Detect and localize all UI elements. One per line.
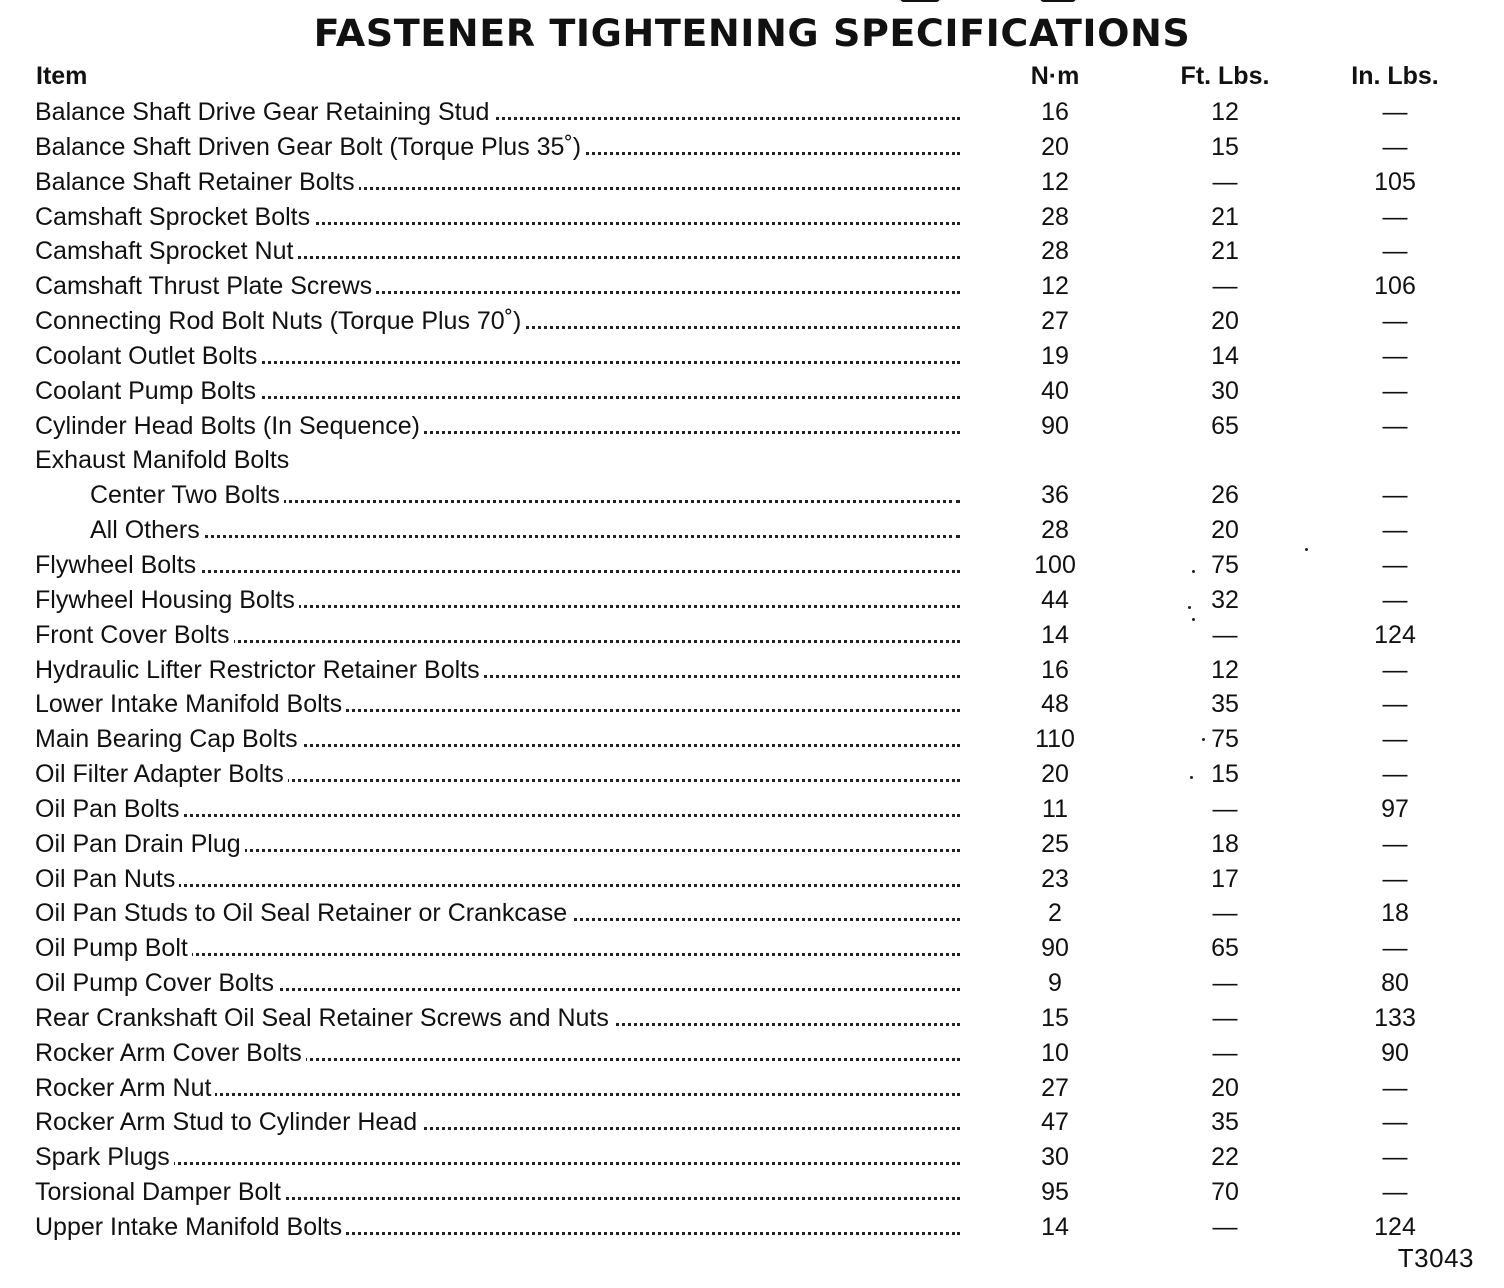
in-lbs-value: — bbox=[1382, 725, 1408, 754]
table-row bbox=[0, 1001, 1504, 1036]
table-row bbox=[0, 513, 1504, 548]
in-lbs-value: — bbox=[1382, 585, 1408, 614]
ft-lbs-value: 32 bbox=[1211, 585, 1239, 614]
in-lbs-value: 124 bbox=[1374, 1213, 1416, 1241]
table-row bbox=[0, 165, 1504, 200]
in-lbs-value: 97 bbox=[1381, 794, 1409, 823]
print-speck bbox=[1190, 776, 1193, 779]
ft-lbs-value: 20 bbox=[1211, 1073, 1239, 1102]
ft-lbs-value: 20 bbox=[1211, 307, 1239, 336]
column-header-ft-lbs: Ft. Lbs. bbox=[1180, 62, 1270, 90]
item-cell bbox=[35, 1036, 960, 1070]
nm-value: 9 bbox=[1048, 969, 1062, 998]
item-label: Rocker Arm Stud to Cylinder Head bbox=[35, 1108, 421, 1136]
item-cell bbox=[35, 896, 960, 930]
ft-lbs-value: 20 bbox=[1211, 516, 1239, 545]
item-label: Torsional Damper Bolt bbox=[35, 1178, 285, 1206]
table-row bbox=[0, 792, 1504, 827]
item-cell bbox=[90, 513, 960, 547]
table-row bbox=[0, 1036, 1504, 1071]
table-row bbox=[0, 827, 1504, 862]
nm-value: 110 bbox=[1035, 725, 1075, 754]
table-row bbox=[0, 548, 1504, 583]
in-lbs-value: — bbox=[1382, 1178, 1408, 1207]
table-row bbox=[0, 583, 1504, 618]
item-cell bbox=[35, 757, 960, 791]
table-row bbox=[0, 896, 1504, 931]
in-lbs-value: — bbox=[1382, 690, 1408, 719]
table-row bbox=[0, 618, 1504, 653]
table-row bbox=[0, 130, 1504, 165]
nm-value: 19 bbox=[1041, 341, 1069, 370]
cropped-heading-fragment bbox=[880, 0, 1100, 4]
item-cell bbox=[35, 966, 960, 1000]
item-label: Exhaust Manifold Bolts bbox=[35, 446, 293, 474]
item-cell bbox=[35, 1105, 960, 1139]
page-title: FASTENER TIGHTENING SPECIFICATIONS bbox=[313, 12, 1191, 55]
table-row bbox=[0, 966, 1504, 1001]
in-lbs-value: — bbox=[1382, 516, 1408, 545]
nm-value: 20 bbox=[1041, 760, 1069, 789]
item-cell bbox=[35, 165, 960, 199]
in-lbs-value: — bbox=[1382, 1108, 1408, 1137]
nm-value: 48 bbox=[1041, 690, 1069, 719]
item-cell bbox=[35, 1140, 960, 1174]
item-cell bbox=[90, 478, 960, 512]
in-lbs-value: 18 bbox=[1381, 899, 1409, 928]
table-row bbox=[0, 443, 1504, 478]
print-speck bbox=[1192, 618, 1195, 621]
table-row bbox=[0, 339, 1504, 374]
in-lbs-value: 105 bbox=[1374, 167, 1416, 196]
nm-value: 14 bbox=[1041, 620, 1069, 649]
item-cell bbox=[35, 1175, 960, 1209]
dot-leader bbox=[90, 535, 960, 538]
ft-lbs-value: 30 bbox=[1211, 376, 1239, 405]
nm-value: 15 bbox=[1041, 1003, 1069, 1032]
in-lbs-value: — bbox=[1382, 829, 1408, 858]
nm-value: 27 bbox=[1041, 307, 1069, 336]
item-cell bbox=[35, 862, 960, 896]
item-cell bbox=[35, 548, 960, 582]
ft-lbs-value: 14 bbox=[1211, 341, 1239, 370]
ft-lbs-value: — bbox=[1212, 1003, 1238, 1032]
item-cell bbox=[35, 95, 960, 129]
item-cell bbox=[35, 200, 960, 234]
item-label: Camshaft Thrust Plate Screws bbox=[35, 272, 376, 300]
table-row bbox=[0, 269, 1504, 304]
item-cell bbox=[35, 409, 960, 443]
table-row bbox=[0, 1175, 1504, 1210]
item-label: Rear Crankshaft Oil Seal Retainer Screws and Nuts bbox=[35, 1004, 613, 1032]
item-label: Upper Intake Manifold Bolts bbox=[35, 1213, 346, 1241]
nm-value: 44 bbox=[1041, 585, 1069, 614]
item-cell bbox=[35, 1001, 960, 1035]
item-label: Balance Shaft Driven Gear Bolt (Torque Plus 35˚) bbox=[35, 133, 585, 161]
in-lbs-value: — bbox=[1382, 550, 1408, 579]
nm-value: 12 bbox=[1041, 272, 1069, 301]
in-lbs-value: 80 bbox=[1381, 969, 1409, 998]
item-label: Oil Pan Bolts bbox=[35, 795, 184, 823]
table-row bbox=[0, 687, 1504, 722]
ft-lbs-value: — bbox=[1212, 167, 1238, 196]
ft-lbs-value: 26 bbox=[1211, 481, 1239, 510]
item-label: Coolant Pump Bolts bbox=[35, 377, 260, 405]
item-label: Oil Pan Drain Plug bbox=[35, 830, 245, 858]
item-label: Front Cover Bolts bbox=[35, 621, 234, 649]
table-row bbox=[0, 234, 1504, 269]
nm-value: 95 bbox=[1041, 1178, 1069, 1207]
table-row bbox=[0, 757, 1504, 792]
table-row bbox=[0, 931, 1504, 966]
nm-value: 28 bbox=[1041, 516, 1069, 545]
ft-lbs-value: — bbox=[1212, 1038, 1238, 1067]
item-cell bbox=[35, 1071, 960, 1105]
in-lbs-value: — bbox=[1382, 760, 1408, 789]
item-cell bbox=[35, 583, 960, 617]
in-lbs-value: — bbox=[1382, 411, 1408, 440]
ft-lbs-value: 35 bbox=[1211, 690, 1239, 719]
ft-lbs-value: 18 bbox=[1211, 829, 1239, 858]
print-speck bbox=[1192, 570, 1195, 573]
item-label: Oil Pan Nuts bbox=[35, 865, 179, 893]
item-label: Main Bearing Cap Bolts bbox=[35, 725, 302, 753]
ft-lbs-value: 35 bbox=[1211, 1108, 1239, 1137]
item-label: Oil Pan Studs to Oil Seal Retainer or Crankcase bbox=[35, 899, 571, 927]
item-cell bbox=[35, 1210, 960, 1244]
item-label: Spark Plugs bbox=[35, 1143, 174, 1171]
nm-value: 25 bbox=[1041, 829, 1069, 858]
in-lbs-value: 124 bbox=[1374, 620, 1416, 649]
print-speck bbox=[1188, 606, 1191, 609]
table-row bbox=[0, 1071, 1504, 1106]
table-row bbox=[0, 1210, 1504, 1245]
print-speck bbox=[1305, 548, 1308, 551]
ft-lbs-value: 15 bbox=[1211, 760, 1239, 789]
in-lbs-value: — bbox=[1382, 98, 1408, 126]
in-lbs-value: 133 bbox=[1374, 1003, 1416, 1032]
item-label: Camshaft Sprocket Bolts bbox=[35, 203, 314, 231]
ft-lbs-value: — bbox=[1212, 899, 1238, 928]
ft-lbs-value: 15 bbox=[1211, 132, 1239, 161]
print-speck bbox=[1202, 738, 1205, 741]
item-label: Camshaft Sprocket Nut bbox=[35, 237, 297, 265]
column-header-nm: N·m bbox=[1030, 62, 1080, 90]
nm-value: 30 bbox=[1041, 1143, 1069, 1172]
column-header-item: Item bbox=[36, 62, 88, 90]
column-header-in-lbs: In. Lbs. bbox=[1351, 62, 1439, 90]
item-cell bbox=[35, 339, 960, 373]
item-cell bbox=[35, 722, 960, 756]
table-row bbox=[0, 1140, 1504, 1175]
in-lbs-value: 106 bbox=[1374, 272, 1416, 301]
item-label: Oil Pump Bolt bbox=[35, 934, 192, 962]
spec-table bbox=[0, 95, 1504, 1245]
ft-lbs-value: 75 bbox=[1211, 550, 1239, 579]
nm-value: 16 bbox=[1041, 98, 1069, 126]
item-label: Flywheel Housing Bolts bbox=[35, 586, 299, 614]
table-row bbox=[0, 478, 1504, 513]
ft-lbs-value: 65 bbox=[1211, 411, 1239, 440]
in-lbs-value: — bbox=[1382, 1073, 1408, 1102]
item-cell bbox=[35, 687, 960, 721]
item-label: Balance Shaft Drive Gear Retaining Stud bbox=[35, 98, 493, 126]
in-lbs-value: — bbox=[1382, 1143, 1408, 1172]
ft-lbs-value: 17 bbox=[1211, 864, 1239, 893]
table-row bbox=[0, 862, 1504, 897]
table-row bbox=[0, 304, 1504, 339]
item-label: Flywheel Bolts bbox=[35, 551, 200, 579]
ft-lbs-value: 70 bbox=[1211, 1178, 1239, 1207]
item-label: Rocker Arm Cover Bolts bbox=[35, 1039, 306, 1067]
figure-code: T3043 bbox=[1397, 1243, 1474, 1273]
item-cell bbox=[35, 269, 960, 303]
item-cell bbox=[35, 792, 960, 826]
item-cell bbox=[35, 618, 960, 652]
item-cell bbox=[35, 374, 960, 408]
nm-value: 40 bbox=[1041, 376, 1069, 405]
ft-lbs-value: 65 bbox=[1211, 934, 1239, 963]
ft-lbs-value: — bbox=[1212, 620, 1238, 649]
nm-value: 90 bbox=[1041, 411, 1069, 440]
nm-value: 2 bbox=[1048, 899, 1062, 928]
item-label: Cylinder Head Bolts (In Sequence) bbox=[35, 412, 424, 440]
ft-lbs-value: 12 bbox=[1211, 98, 1239, 126]
item-label: Oil Pump Cover Bolts bbox=[35, 969, 278, 997]
item-label: Balance Shaft Retainer Bolts bbox=[35, 168, 359, 196]
item-label: Connecting Rod Bolt Nuts (Torque Plus 70˚) bbox=[35, 307, 525, 335]
item-cell bbox=[35, 304, 960, 338]
nm-value: 10 bbox=[1041, 1038, 1069, 1067]
nm-value: 100 bbox=[1034, 550, 1076, 579]
item-label: All Others bbox=[90, 516, 204, 544]
item-cell bbox=[35, 653, 960, 687]
ft-lbs-value: 12 bbox=[1211, 655, 1239, 684]
nm-value: 12 bbox=[1041, 167, 1069, 196]
ft-lbs-value: 21 bbox=[1211, 237, 1239, 266]
nm-value: 27 bbox=[1041, 1073, 1069, 1102]
item-label: Oil Filter Adapter Bolts bbox=[35, 760, 288, 788]
item-cell bbox=[35, 234, 960, 268]
in-lbs-value: 90 bbox=[1381, 1038, 1409, 1067]
nm-value: 11 bbox=[1042, 794, 1068, 823]
nm-value: 20 bbox=[1041, 132, 1069, 161]
ft-lbs-value: — bbox=[1212, 794, 1238, 823]
nm-value: 28 bbox=[1041, 202, 1069, 231]
in-lbs-value: — bbox=[1382, 132, 1408, 161]
in-lbs-value: — bbox=[1382, 237, 1408, 266]
ft-lbs-value: — bbox=[1212, 1213, 1238, 1241]
table-row bbox=[0, 653, 1504, 688]
ft-lbs-value: 22 bbox=[1211, 1143, 1239, 1172]
item-label: Rocker Arm Nut bbox=[35, 1074, 215, 1102]
ft-lbs-value: — bbox=[1212, 969, 1238, 998]
table-row bbox=[0, 409, 1504, 444]
nm-value: 14 bbox=[1041, 1213, 1069, 1241]
nm-value: 90 bbox=[1041, 934, 1069, 963]
nm-value: 47 bbox=[1041, 1108, 1069, 1137]
item-cell bbox=[35, 130, 960, 164]
item-cell bbox=[35, 443, 960, 477]
item-cell bbox=[35, 931, 960, 965]
in-lbs-value: — bbox=[1382, 307, 1408, 336]
nm-value: 28 bbox=[1041, 237, 1069, 266]
in-lbs-value: — bbox=[1382, 864, 1408, 893]
nm-value: 16 bbox=[1041, 655, 1069, 684]
table-row bbox=[0, 722, 1504, 757]
in-lbs-value: — bbox=[1382, 934, 1408, 963]
item-label: Hydraulic Lifter Restrictor Retainer Bolts bbox=[35, 656, 484, 684]
table-row bbox=[0, 374, 1504, 409]
ft-lbs-value: 21 bbox=[1211, 202, 1239, 231]
ft-lbs-value: — bbox=[1212, 272, 1238, 301]
in-lbs-value: — bbox=[1382, 376, 1408, 405]
in-lbs-value: — bbox=[1382, 202, 1408, 231]
item-label: Lower Intake Manifold Bolts bbox=[35, 690, 346, 718]
in-lbs-value: — bbox=[1382, 341, 1408, 370]
ft-lbs-value: 75 bbox=[1211, 725, 1239, 754]
item-label: Coolant Outlet Bolts bbox=[35, 342, 261, 370]
nm-value: 36 bbox=[1041, 481, 1069, 510]
table-row bbox=[0, 95, 1504, 130]
table-row bbox=[0, 200, 1504, 235]
in-lbs-value: — bbox=[1382, 481, 1408, 510]
item-cell bbox=[35, 827, 960, 861]
in-lbs-value: — bbox=[1382, 655, 1408, 684]
item-label: Center Two Bolts bbox=[90, 481, 284, 509]
table-row bbox=[0, 1105, 1504, 1140]
nm-value: 23 bbox=[1041, 864, 1069, 893]
